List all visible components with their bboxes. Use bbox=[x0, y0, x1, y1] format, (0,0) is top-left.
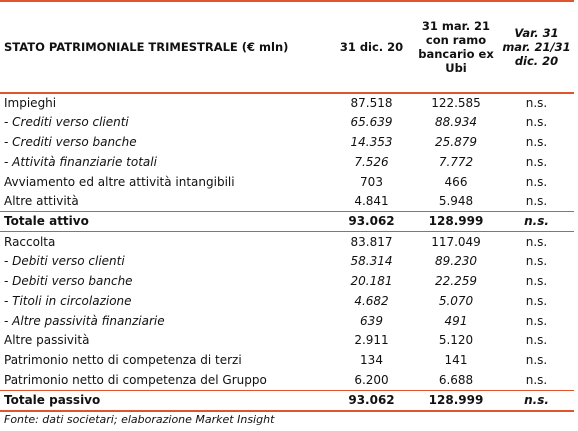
value-dec20: 58.314 bbox=[350, 254, 393, 269]
row-label: - Debiti verso clienti bbox=[4, 254, 125, 269]
row-label: Totale passivo bbox=[4, 392, 101, 407]
header-title: STATO PATRIMONIALE TRIMESTRALE (€ mln) bbox=[4, 40, 289, 54]
header-dec20: 31 dic. 20 bbox=[339, 40, 404, 54]
value-mar21: 5.948 bbox=[438, 194, 474, 209]
table-row bbox=[0, 252, 574, 272]
value-dec20: 93.062 bbox=[348, 214, 395, 229]
value-mar21: 117.049 bbox=[431, 234, 481, 249]
value-mar21: 466 bbox=[444, 174, 468, 189]
value-dec20: 703 bbox=[360, 174, 383, 189]
table-row bbox=[0, 331, 574, 351]
value-mar21: 122.585 bbox=[431, 96, 481, 110]
header-mar21: 31 mar. 21 con ramo bancario ex Ubi bbox=[418, 19, 494, 75]
row-label: - Crediti verso banche bbox=[4, 135, 137, 150]
header-row bbox=[0, 1, 574, 93]
value-dec20: 2.911 bbox=[354, 333, 389, 348]
total-row bbox=[0, 390, 574, 411]
value-dec20: 83.817 bbox=[350, 234, 393, 249]
value-variation: n.s. bbox=[525, 372, 548, 387]
table-row bbox=[0, 371, 574, 391]
row-label: Avviamento ed altre attività intangibili bbox=[4, 174, 235, 189]
value-mar21: 25.879 bbox=[435, 135, 477, 150]
value-mar21: 128.999 bbox=[428, 214, 484, 229]
table-row bbox=[0, 291, 574, 311]
value-mar21: 6.688 bbox=[438, 372, 474, 387]
value-mar21: 22.259 bbox=[435, 273, 477, 288]
value-variation: n.s. bbox=[525, 234, 548, 249]
table-row bbox=[0, 113, 574, 133]
table-row bbox=[0, 311, 574, 331]
row-label: Patrimonio netto di competenza di terzi bbox=[4, 353, 242, 368]
row-label: - Titoli in circolazione bbox=[4, 293, 132, 308]
table-row bbox=[0, 272, 574, 292]
value-variation: n.s. bbox=[525, 273, 548, 288]
value-mar21: 5.120 bbox=[438, 333, 474, 348]
table-row bbox=[0, 232, 574, 252]
value-mar21: 7.772 bbox=[438, 154, 474, 169]
row-label: Raccolta bbox=[4, 234, 56, 249]
table-row bbox=[0, 133, 574, 153]
header-variation: Var. 31 mar. 21/31 dic. 20 bbox=[502, 26, 571, 68]
row-label: - Crediti verso clienti bbox=[4, 115, 129, 130]
value-mar21: 88.934 bbox=[435, 115, 477, 130]
value-variation: n.s. bbox=[524, 392, 549, 407]
value-variation: n.s. bbox=[525, 333, 548, 348]
table-row bbox=[0, 351, 574, 371]
row-label: - Attività finanziarie totali bbox=[4, 154, 157, 169]
value-dec20: 6.200 bbox=[354, 372, 389, 387]
value-variation: n.s. bbox=[525, 174, 548, 189]
value-dec20: 20.181 bbox=[350, 273, 393, 288]
value-mar21: 89.230 bbox=[435, 254, 477, 269]
value-variation: n.s. bbox=[525, 254, 548, 269]
value-dec20: 7.526 bbox=[354, 154, 389, 169]
table-row bbox=[0, 93, 574, 113]
value-mar21: 128.999 bbox=[428, 392, 484, 407]
row-label: Altre passività bbox=[4, 333, 90, 348]
value-variation: n.s. bbox=[525, 194, 548, 209]
table-row bbox=[0, 172, 574, 192]
value-dec20: 639 bbox=[360, 313, 383, 328]
row-label: Patrimonio netto di competenza del Gruppo bbox=[4, 372, 267, 387]
value-dec20: 65.639 bbox=[350, 115, 393, 130]
value-dec20: 14.353 bbox=[350, 135, 393, 150]
value-variation: n.s. bbox=[525, 353, 548, 368]
value-mar21: 5.070 bbox=[438, 293, 474, 308]
value-dec20: 4.682 bbox=[354, 293, 389, 308]
value-variation: n.s. bbox=[525, 115, 548, 130]
value-variation: n.s. bbox=[525, 293, 548, 308]
value-variation: n.s. bbox=[525, 154, 548, 169]
value-mar21: 141 bbox=[444, 353, 468, 368]
value-variation: n.s. bbox=[525, 313, 548, 328]
row-label: - Debiti verso banche bbox=[4, 273, 133, 288]
row-label: Totale attivo bbox=[4, 214, 89, 229]
value-dec20: 134 bbox=[360, 353, 383, 368]
table-row bbox=[0, 153, 574, 173]
total-row bbox=[0, 212, 574, 232]
source-note: Fonte: dati societari; elaborazione Market Insight bbox=[4, 413, 275, 426]
value-dec20: 87.518 bbox=[350, 96, 393, 110]
row-label: Altre attività bbox=[4, 194, 79, 209]
row-label: Impieghi bbox=[4, 96, 57, 110]
value-variation: n.s. bbox=[525, 96, 548, 110]
table-row bbox=[0, 192, 574, 212]
value-dec20: 93.062 bbox=[348, 392, 395, 407]
value-variation: n.s. bbox=[524, 214, 549, 229]
value-variation: n.s. bbox=[525, 135, 548, 150]
row-label: - Altre passività finanziarie bbox=[4, 313, 165, 328]
value-mar21: 491 bbox=[444, 313, 468, 328]
value-dec20: 4.841 bbox=[354, 194, 389, 209]
